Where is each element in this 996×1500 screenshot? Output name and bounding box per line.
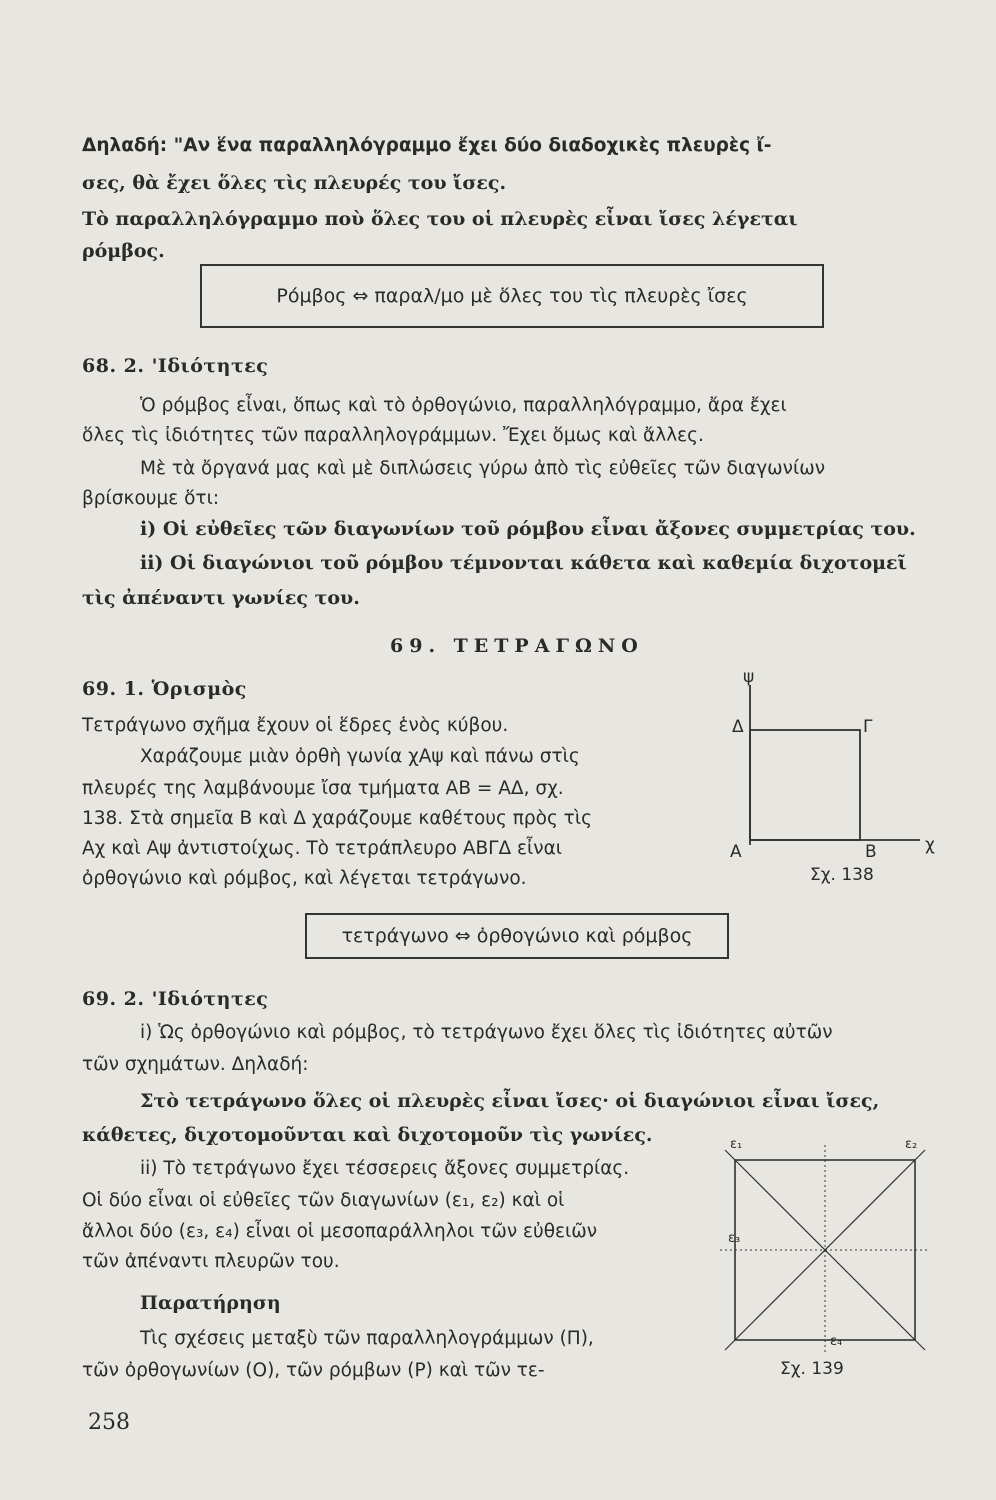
text-line: Χαράζουμε μιὰν ὀρθὴ γωνία χΑψ καὶ πάνω στὶς [140,746,580,767]
figure-caption-138: Σχ. 138 [810,865,874,885]
text-line: ὀρθογώνιο καὶ ρόμβος, καὶ λέγεται τετράγωνο. [82,868,527,889]
label-e3: ε₃ [728,1231,741,1246]
text-line: Τὶς σχέσεις μεταξὺ τῶν παραλληλογράμμων (Π), [140,1328,594,1349]
text-line: τὶς ἀπέναντι γωνίες του. [82,587,360,609]
rhombus-definition-box [200,264,824,328]
section-heading-69-1: 69. 1. Ὁρισμὸς [82,678,247,700]
label-D: Δ [732,717,744,737]
text-line: ρόμβος. [82,240,165,262]
text-line: τῶν σχημάτων. Δηλαδή: [82,1054,309,1075]
square-definition-box [305,913,729,959]
label-B: Β [865,842,877,862]
label-A: Α [730,842,742,862]
label-e1: ε₁ [730,1137,743,1152]
square-definition: τετράγωνο ⇔ ὀρθογώνιο καὶ ρόμβος [341,925,693,947]
text-line: βρίσκουμε ὅτι: [82,488,220,509]
label-G: Γ [863,717,873,737]
text-line: τῶν ὀρθογωνίων (Ο), τῶν ρόμβων (Ρ) καὶ τῶν τε- [82,1360,545,1381]
note-heading: Παρατήρηση [140,1292,281,1314]
rhombus-definition: Ρόμβος ⇔ παραλ/μο μὲ ὅλες του τὶς πλευρὲς ἴσες [276,285,748,307]
text-line: ὅλες τὶς ἰδιότητες τῶν παραλληλογράμμων. Ἔχει ὅμως καὶ ἄλλες. [82,425,704,446]
section-heading-69-2: 69. 2. 'Ιδιότητες [82,988,269,1010]
text-line: Μὲ τὰ ὄργανά μας καὶ μὲ διπλώσεις γύρω ἀπὸ τὶς εὐθεῖες τῶν διαγωνίων [140,458,826,479]
text-line: ἄλλοι δύο (ε₃, ε₄) εἶναι οἱ μεσοπαράλληλοι τῶν εὐθειῶν [82,1221,598,1242]
text-line: Τὸ παραλληλόγραμμο ποὺ ὅλες του οἱ πλευρὲς εἶναι ἴσες λέγεται [82,208,798,230]
text-line: Στὸ τετράγωνο ὅλες οἱ πλευρὲς εἶναι ἴσες· οἱ διαγώνιοι εἶναι ἴσες, [140,1090,880,1112]
text-line: τῶν ἀπέναντι πλευρῶν του. [82,1251,340,1272]
text-line: Δηλαδή: "Αν ἕνα παραλληλόγραμμο ἔχει δύο διαδοχικὲς πλευρὲς ἴ- [82,135,772,156]
text-line: Οἱ δύο εἶναι οἱ εὐθεῖες τῶν διαγωνίων (ε₁, ε₂) καὶ οἱ [82,1190,565,1211]
square-abgd [750,730,860,840]
text-line: 138. Στὰ σημεῖα Β καὶ Δ χαράζουμε καθέτους πρὸς τὶς [82,808,592,829]
label-e2: ε₂ [905,1137,918,1152]
label-e4: ε₄ [830,1334,843,1349]
section-title-69: 69. ΤΕΤΡΑΓΩΝΟ [390,635,644,657]
text-line: πλευρές της λαμβάνουμε ἴσα τμήματα ΑΒ = ΑΔ, σχ. [82,778,564,799]
section-heading-68-2: 68. 2. 'Ιδιότητες [82,355,269,377]
text-line: Ὁ ρόμβος εἶναι, ὅπως καὶ τὸ ὀρθογώνιο, παραλληλόγραμμο, ἄρα ἔχει [140,395,787,416]
property-item: ii) Οἱ διαγώνιοι τοῦ ρόμβου τέμνονται κάθετα καὶ καθεμία διχοτομεῖ [140,552,907,574]
property-item: i) Οἱ εὐθεῖες τῶν διαγωνίων τοῦ ρόμβου εἶναι ἄξονες συμμετρίας του. [140,518,916,540]
text-line: Τετράγωνο σχῆμα ἔχουν οἱ ἕδρες ἑνὸς κύβου. [82,715,509,736]
label-chi: χ [925,835,935,855]
figure-139 [690,1130,960,1390]
text-line: Αχ καὶ Αψ ἀντιστοίχως. Τὸ τετράπλευρο ΑΒΓΔ εἶναι [82,838,563,859]
figure-caption-139: Σχ. 139 [780,1359,844,1379]
text-line: i) Ὡς ὀρθογώνιο καὶ ρόμβος, τὸ τετράγωνο ἔχει ὅλες τὶς ἰδιότητες αὐτῶν [140,1022,833,1043]
text-line: ii) Τὸ τετράγωνο ἔχει τέσσερεις ἄξονες συμμετρίας. [140,1158,630,1179]
text-line: σες, θὰ ἔχει ὅλες τὶς πλευρές του ἴσες. [82,172,507,194]
label-psi: ψ [743,667,755,687]
text-line: κάθετες, διχοτομοῦνται καὶ διχοτομοῦν τὶς γωνίες. [82,1124,653,1146]
page-number: 258 [88,1410,130,1435]
figure-138 [720,660,950,890]
